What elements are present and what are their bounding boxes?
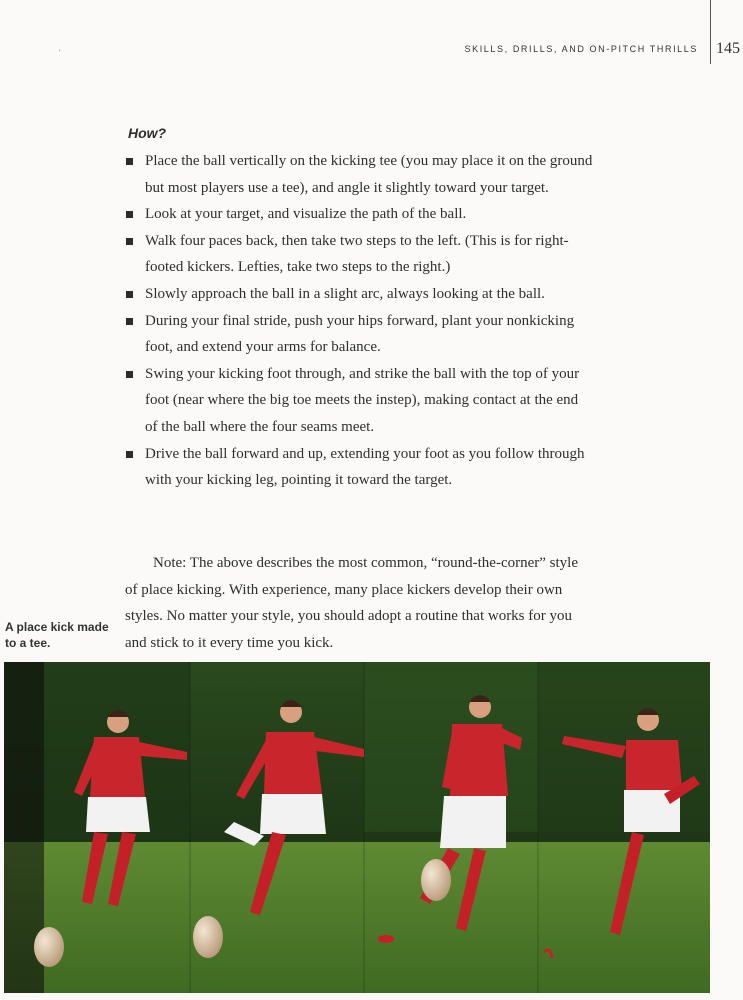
bullet-square-icon [126,158,133,165]
place-kick-photo-sequence [4,662,710,993]
list-item [125,281,593,308]
section-heading: How? [128,125,167,141]
bullet-square-icon [126,291,133,298]
step-text: During your final stride, push your hips forward, plant your nonkicking foot, and extend your arms for balance. [145,312,575,356]
bullet-square-icon [126,318,133,325]
step-text: Look at your target, and visualize the path of the ball. [145,206,467,223]
page-number: 145 [716,40,740,57]
list-item [125,148,593,201]
note-paragraph: Note: The above describes the most common, “round-the-corner” style of place kicking. With experience, many place kickers develop their own styles. No matter your style, you should adopt a routine that works for you and stick to it every time you kick. [125,555,579,651]
bullet-square-icon [126,451,133,458]
list-item [125,361,593,441]
bullet-square-icon [126,371,133,378]
header-rule [710,0,711,64]
step-text: Swing your kicking foot through, and strike the ball with the top of your foot (near where the big toe meets the instep), making contact at the end of the ball where the four seams meet. [145,365,580,435]
page-speck: ' [59,48,61,58]
steps-list [125,148,593,494]
list-item [125,228,593,281]
step-text: Slowly approach the ball in a slight arc, always looking at the ball. [145,285,545,302]
step-text: Place the ball vertically on the kicking tee (you may place it on the ground but most players use a tee), and angle it slightly toward your target. [145,153,593,196]
step-text: Drive the ball forward and up, extending your foot as you follow through with your kicking leg, pointing it toward the target. [145,445,585,489]
figure-caption: A place kick made to a tee. [5,620,109,650]
list-item [125,441,593,494]
running-head: SKILLS, DRILLS, AND ON-PITCH THRILLS [464,44,698,54]
list-item [125,201,593,228]
bullet-square-icon [126,238,133,245]
bullet-square-icon [126,211,133,218]
step-text: Walk four paces back, then take two steps to the left. (This is for right-footed kickers. Lefties, take two steps to the right.) [145,232,569,276]
list-item [125,308,593,361]
